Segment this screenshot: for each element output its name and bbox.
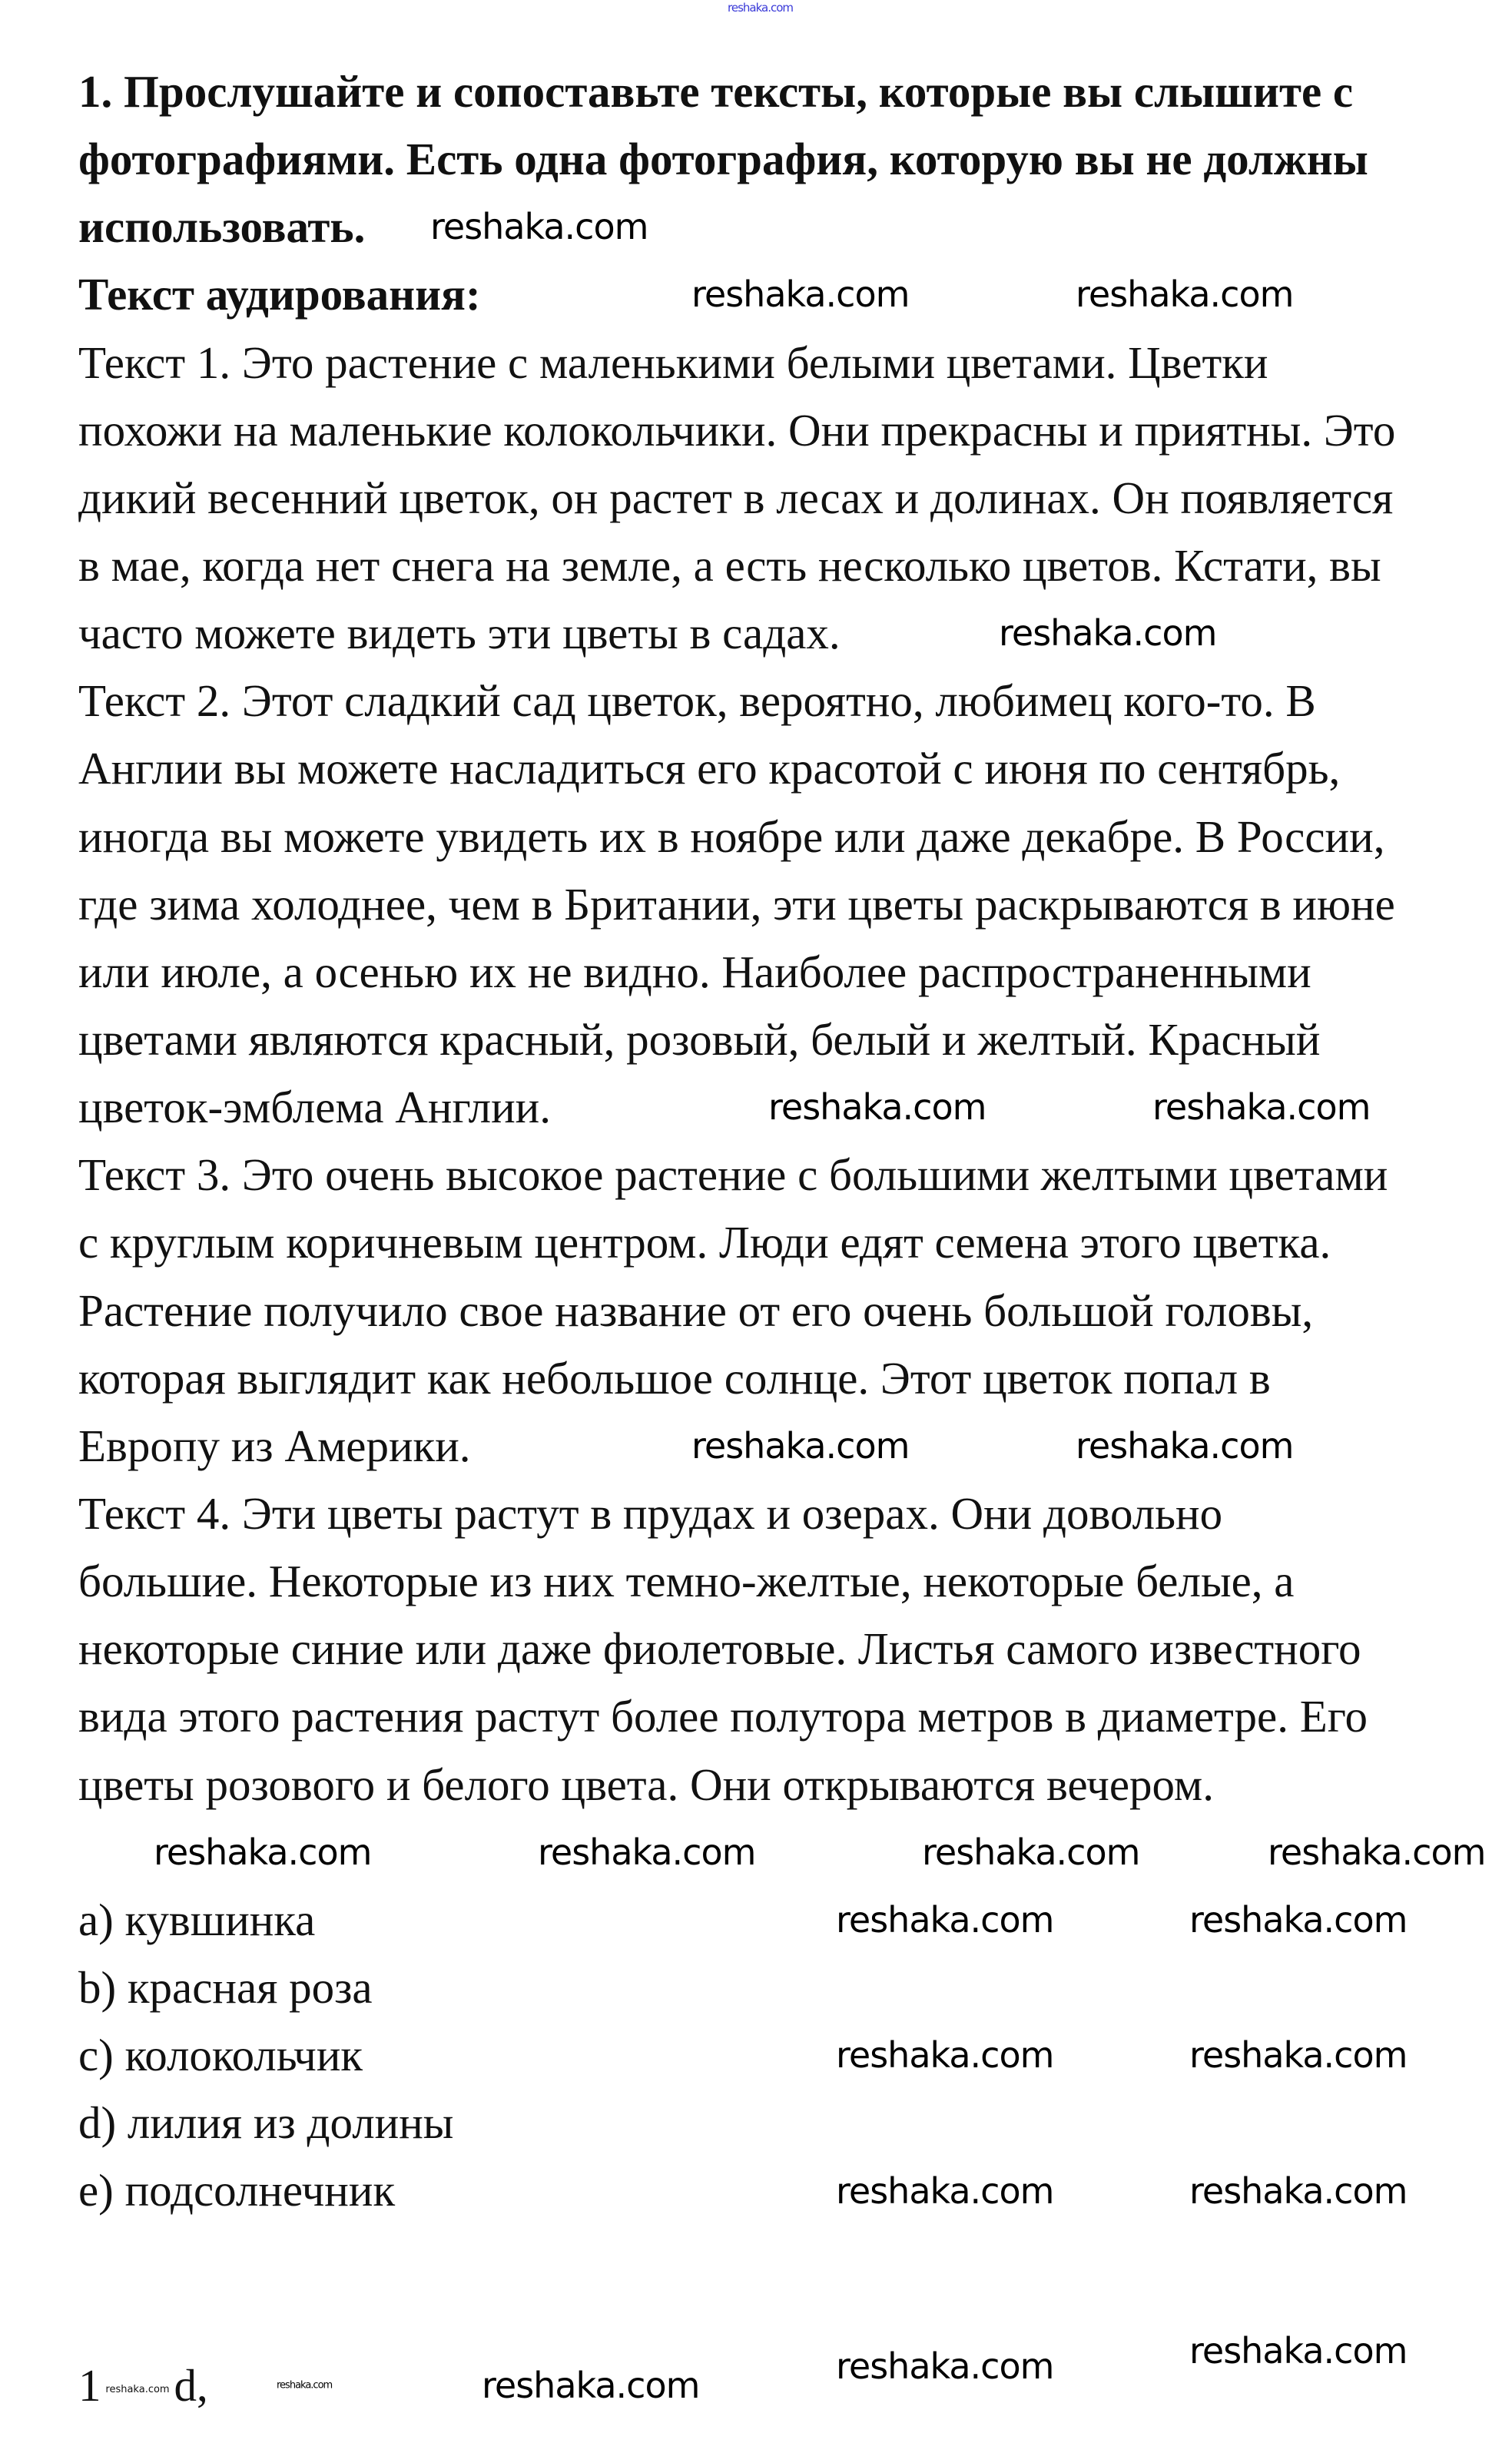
text-line: некоторые синие или даже фиолетовые. Листья самого известного [78,1623,1361,1675]
watermark: reshaka.com [691,273,910,315]
watermark: reshaka.com [277,2379,333,2392]
watermark: reshaka.com [768,1086,986,1128]
watermark: reshaka.com [836,2170,1054,2212]
watermark: reshaka.com [430,206,648,247]
option-item: c) колокольчик [78,2030,363,2081]
text-line: большие. Некоторые из них темно-желтые, некоторые белые, а [78,1556,1295,1607]
text-line: которая выглядит как небольшое солнце. Этот цветок попал в [78,1352,1271,1404]
text-line: иногда вы можете увидеть их в ноябре или даже декабре. В России, [78,810,1385,862]
watermark: reshaka.com [922,1831,1140,1873]
option-item: a) кувшинка [78,1894,316,1945]
task-title-line: 1. Прослушайте и сопоставьте тексты, которые вы слышите с [78,66,1354,117]
task-title [78,58,1492,260]
watermark: reshaka.com [836,2345,1054,2387]
answer-number: 1 [78,2359,101,2411]
text-line: часто можете видеть эти цветы в садах. [78,608,841,659]
text-line: Растение получило свое название от его очень большой головы, [78,1284,1314,1336]
text-line: Англии вы можете насладиться его красотой с июня по сентябрь, [78,743,1341,794]
watermark: reshaka.com [691,1425,910,1467]
text-line: Текст 4. Эти цветы растут в прудах и озерах. Они довольно [78,1487,1223,1539]
watermark: reshaka.com [1268,1831,1486,1873]
text-1 [78,329,1492,668]
text-line: Текст 2. Этот сладкий сад цветок, вероятно, любимец кого-то. В [78,675,1316,727]
watermark: reshaka.com [999,612,1217,654]
watermark: reshaka.com [836,1899,1054,1941]
watermark: reshaka.com [482,2365,700,2406]
watermark: reshaka.com [1189,2034,1408,2076]
watermark: reshaka.com [728,1,793,15]
text-line: цветами являются красный, розовый, белый и желтый. Красный [78,1013,1321,1065]
task-title-line: использовать. [78,201,366,253]
task-title-line: фотографиями. Есть одна фотография, которую вы не должны [78,134,1368,185]
watermark: reshaka.com [1189,2330,1408,2372]
watermark: reshaka.com [154,1831,372,1873]
text-line: цветы розового и белого цвета. Они открываются вечером. [78,1758,1214,1810]
text-line: Текст 1. Это растение с маленькими белыми цветами. Цветки [78,336,1268,388]
watermark: reshaka.com [1189,1899,1408,1941]
text-line: похожи на маленькие колокольчики. Они прекрасны и приятны. Это [78,404,1396,456]
text-line: где зима холоднее, чем в Британии, эти цветы раскрываются в июне [78,878,1395,930]
listening-heading: Текст аудирования: [78,269,481,320]
text-line: вида этого растения растут более полутора метров в диаметре. Его [78,1691,1368,1742]
text-line: цветок-эмблема Англии. [78,1082,552,1133]
text-line: Европу из Америки. [78,1420,471,1471]
watermark: reshaka.com [105,2384,170,2396]
watermark: reshaka.com [538,1831,756,1873]
option-item: d) лилия из долины [78,2097,454,2149]
text-line: Текст 3. Это очень высокое растение с большими желтыми цветами [78,1149,1388,1201]
watermark: reshaka.com [1076,1425,1294,1467]
text-4 [78,1480,1492,1818]
text-line: в мае, когда нет снега на земле, а есть несколько цветов. Кстати, вы [78,539,1381,591]
watermark: reshaka.com [836,2034,1054,2076]
watermark: reshaka.com [1076,273,1294,315]
option-item: b) красная роза [78,1961,373,2013]
watermark: reshaka.com [1189,2170,1408,2212]
answer-letter: d, [174,2359,208,2411]
text-line: с круглым коричневым центром. Люди едят семена этого цветка. [78,1217,1331,1268]
option-item: e) подсолнечник [78,2165,396,2216]
watermark: reshaka.com [1152,1086,1371,1128]
text-line: или июле, а осенью их не видно. Наиболее распространенными [78,946,1311,997]
text-line: дикий весенний цветок, он растет в лесах и долинах. Он появляется [78,472,1394,523]
text-2 [78,667,1492,1141]
